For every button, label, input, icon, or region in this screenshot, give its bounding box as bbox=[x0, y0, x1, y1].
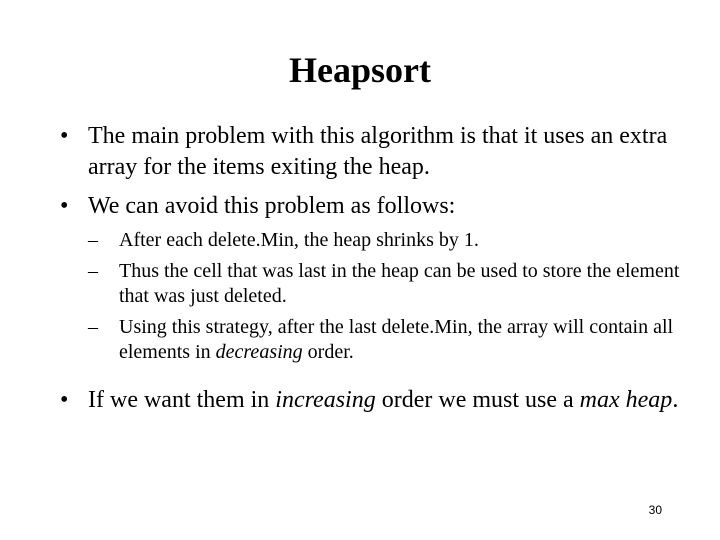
page-number: 30 bbox=[648, 503, 662, 517]
bullet-marker: • bbox=[60, 193, 69, 219]
sub-bullet-text-after: order. bbox=[302, 341, 354, 363]
bullet-list bbox=[60, 121, 680, 424]
emphasis-increasing: increasing bbox=[275, 387, 376, 413]
sub-bullet-item-heap-shrinks bbox=[88, 228, 680, 253]
bullet-item-max-heap bbox=[60, 385, 680, 416]
sub-bullet-text: Thus the cell that was last in the heap can be used to store the element that was just deleted. bbox=[119, 260, 680, 307]
bullet-text bbox=[88, 387, 678, 413]
bullet-marker: • bbox=[60, 387, 69, 413]
emphasis-decreasing: decreasing bbox=[215, 341, 303, 363]
sub-bullet-marker: – bbox=[88, 316, 98, 338]
bullet-text-before: If we want them in bbox=[88, 387, 276, 413]
slide-title: Heapsort bbox=[289, 50, 431, 90]
sub-bullet-text: After each delete.Min, the heap shrinks by 1. bbox=[119, 229, 479, 251]
sub-bullet-text bbox=[119, 316, 673, 363]
bullet-item-avoid-problem bbox=[60, 191, 680, 365]
bullet-text-middle: order we must use a bbox=[375, 387, 580, 413]
bullet-item-extra-array bbox=[60, 121, 680, 183]
bullet-text-after: . bbox=[672, 387, 679, 413]
sub-bullet-marker: – bbox=[88, 260, 98, 282]
bullet-text: We can avoid this problem as follows: bbox=[88, 193, 456, 219]
bullet-text: The main problem with this algorithm is that it uses an extra array for the items exiting the heap. bbox=[88, 123, 668, 180]
sub-bullet-item-decreasing-order bbox=[88, 315, 680, 365]
sub-bullet-marker: – bbox=[88, 229, 98, 251]
bullet-marker: • bbox=[60, 123, 69, 149]
sub-bullet-item-reuse-cell bbox=[88, 259, 680, 309]
sub-bullet-list bbox=[88, 228, 680, 365]
emphasis-max-heap: max heap bbox=[579, 387, 673, 413]
sub-bullet-text-before: Using this strategy, after the last delete.Min, the array will contain all elements in bbox=[119, 316, 674, 363]
